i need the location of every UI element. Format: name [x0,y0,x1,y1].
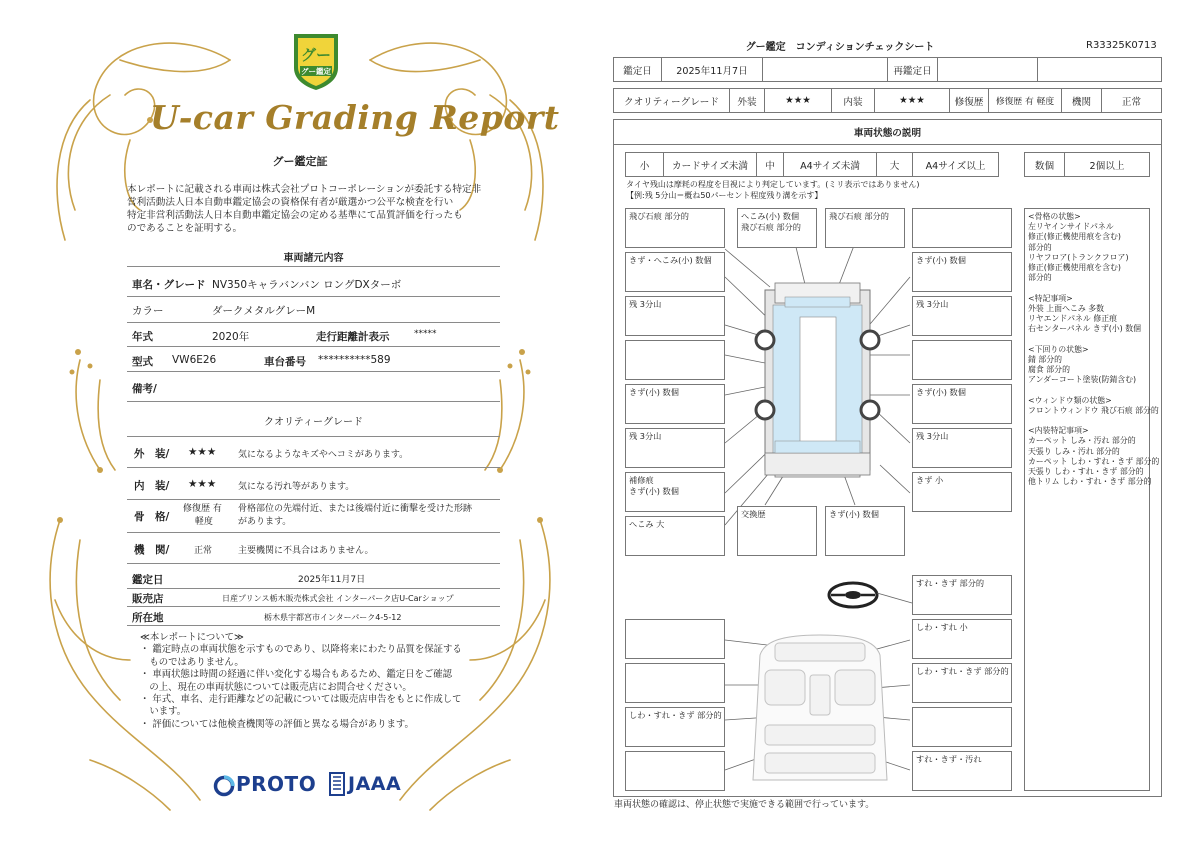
note-line: カーペット しみ・汚れ 部分的 [1028,436,1136,446]
note-line: <ウィンドウ類の状態> [1028,395,1112,405]
goo-kantei-badge-icon [288,30,344,92]
grade-engine-desc: 主要機関に不具合はありません。 [238,546,374,556]
note-line: 右センターパネル きず(小) 数個 [1028,324,1142,334]
model-code-value: VW6E26 [172,354,217,366]
exterior-box: へこみ 大 [625,516,725,556]
exterior-box: 残 3分山 [912,296,1012,336]
note-line: 腐食 部分的 [1028,365,1070,375]
quality-grade-label: クオリティーグレード [613,88,730,113]
grade-frame-value: 修復歴 有 軽度 [183,504,222,527]
note-line: 天張り しわ・すれ・きず 部分的 [1028,467,1144,477]
note-line: ものではありません。 [140,656,244,668]
divider [127,499,500,500]
note-line: フロントウィンドウ 飛び石痕 部分的 [1028,405,1159,415]
mileage-label: 走行距離計表示 [316,331,390,343]
interior-box: すれ・きず 部分的 [912,575,1012,615]
statement-line: 本レポートに記載される車両は株式会社プロトコーポレーションが委託する特定非 [127,184,482,195]
note-line: ・ 車両状態は時間の経過に伴い変化する場合もあるため、鑑定日をご確認 [140,669,452,681]
dealer-value: 日産プリンス栃木販売株式会社 インターパーク店U-Carショップ [222,594,454,603]
engine-value: 正常 [1101,88,1162,113]
reinspect-date-label: 再鑑定日 [887,57,938,82]
car-name-label: 車名・グレード [132,279,206,291]
divider [127,266,500,267]
exterior-box: 残 3分山 [912,428,1012,468]
divider [127,401,500,402]
special-notes [1028,212,1159,487]
address-value: 栃木県宇都宮市インターパーク4-5-12 [264,613,402,622]
address-label: 所在地 [132,612,164,624]
note-line: 左リヤインサイドパネル [1028,222,1114,232]
grade-interior-desc: 気になる汚れ等があります。 [238,482,355,492]
note-line: リヤエンドパネル 修正痕 [1028,314,1117,324]
tire-note-line: 【例:残 5分山＝概ね50パーセント程度残り溝を示す】 [626,190,823,200]
grade-exterior-label: 外 装/ [134,448,170,460]
exterior-stars: ★★★ [764,88,832,113]
exterior-label: 外装 [729,88,765,113]
statement-line: のであることを証明する。 [127,223,243,234]
note-line: 修正(修正機使用痕を含む) [1028,232,1121,242]
document-number: R33325K0713 [1086,40,1157,51]
engine-label: 機関 [1061,88,1102,113]
proto-logo-icon [213,775,235,797]
grade-exterior-desc: 気になるようなキズやヘコミがあります。 [238,450,409,460]
sheet-title: グー鑑定 コンディションチェックシート [745,42,935,53]
note-line: ・ 評価については他検査機関等の評価と異なる場合があります。 [140,718,414,730]
spec-heading: 車両諸元内容 [283,253,344,264]
grade-engine-label: 機 関/ [134,544,170,556]
interior-box [625,619,725,659]
color-value: ダークメタルグレーM [212,305,316,317]
exterior-box [912,208,1012,248]
note-line [1028,385,1159,395]
divider [127,436,500,437]
size-large-desc: A4サイズ以上 [912,152,999,177]
interior-label: 内装 [831,88,875,113]
interior-box: すれ・きず・汚れ [912,751,1012,791]
size-large-label: 大 [876,152,913,177]
grade-frame-label: 骨 格/ [134,511,170,523]
proto-logo-text: PROTO [236,772,317,796]
note-line: 天張り しみ・汚れ 部分的 [1028,446,1120,456]
divider [127,322,500,323]
note-line: 部分的 [1028,273,1052,283]
interior-box: しわ・すれ 小 [912,619,1012,659]
note-line: 他トリム しわ・すれ・きず 部分的 [1028,477,1152,487]
exterior-box: きず(小) 数個 [825,506,905,556]
divider [127,606,500,607]
note-line: 修正(修正機使用痕を含む) [1028,263,1121,273]
appraisal-date-label: 鑑定日 [132,574,164,586]
note-line: <特記事項> [1028,293,1073,303]
note-line: ≪本レポートについて≫ [140,632,244,643]
exterior-box: きず・へこみ(小) 数個 [625,252,725,292]
exterior-box [912,340,1012,380]
size-small-desc: カードサイズ未満 [663,152,757,177]
blank-cell [1037,57,1162,82]
exterior-box [625,340,725,380]
note-line: <下回りの状態> [1028,344,1089,354]
count-value: 2個以上 [1064,152,1150,177]
note-line: アンダーコート塗装(防錆含む) [1028,375,1137,385]
badge-label: グー鑑定 [301,67,331,76]
interior-box: しわ・すれ・きず 部分的 [912,663,1012,703]
grade-engine-value: 正常 [194,546,213,556]
tire-note-line: タイヤ残山は摩耗の程度を目視により判定しています。(ミリ表示ではありません) [626,180,920,189]
divider [127,467,500,468]
mileage-value: ***** [414,329,437,339]
divider [127,563,500,564]
year-value: 2020年 [212,331,250,343]
statement-line: 特定非営利活動法人日本自動車鑑定協会の定める基準にて品質評価を行ったも [127,210,463,221]
date-label: 鑑定日 [613,57,662,82]
divider [127,371,500,372]
chassis-value: **********589 [318,354,391,366]
exterior-box: 飛び石痕 部分的 [825,208,905,248]
exterior-box: きず(小) 数個 [912,252,1012,292]
count-label: 数個 [1024,152,1065,177]
divider [127,346,500,347]
blank-cell [762,57,888,82]
divider [127,625,500,626]
exterior-box: 残 3分山 [625,428,725,468]
note-line: の上、現在の車両状態については販売店にお問合せください。 [140,681,412,693]
grade-exterior-stars: ★★★ [188,446,217,458]
date-value: 2025年11月7日 [661,57,763,82]
note-line: <骨格の状態> [1028,212,1081,221]
grade-interior-label: 内 装/ [134,480,170,492]
exterior-box: きず(小) 数個 [625,384,725,424]
script-title: U-car Grading Report [150,98,560,137]
remarks-label: 備考/ [132,383,157,395]
exterior-box: 補修痕 きず(小) 数個 [625,472,725,512]
exterior-box: 飛び石痕 部分的 [625,208,725,248]
reinspect-date-value [937,57,1038,82]
jaaa-logo-text: JAAA [348,773,402,795]
statement-line: 営利活動法人日本自動車鑑定協会の資格保有者が厳選かつ公平な検査を行い [127,197,454,208]
certificate-statement [127,183,497,235]
report-notes [140,632,500,731]
interior-box [625,663,725,703]
interior-stars: ★★★ [874,88,950,113]
size-medium-label: 中 [756,152,784,177]
grade-frame-desc: 骨格部位の先端付近、または後端付近に衝撃を受けた形跡 があります。 [238,504,473,527]
note-line: ・ 年式、車名、走行距離などの記載については販売店申告をもとに作成して [140,694,462,706]
exterior-box: 交換歴 [737,506,817,556]
interior-box: しわ・すれ・きず 部分的 [625,707,725,747]
note-line: います。 [140,706,187,718]
exterior-box: 残 3分山 [625,296,725,336]
size-small-label: 小 [625,152,664,177]
jaaa-logo-icon [328,771,346,797]
note-line [1028,416,1159,426]
steering-wheel-icon [829,583,877,607]
interior-box [625,751,725,791]
quality-heading: クオリティーグレード [264,417,363,428]
color-label: カラー [132,305,164,317]
exterior-box: きず 小 [912,472,1012,512]
size-medium-desc: A4サイズ未満 [783,152,877,177]
footer-note: 車両状態の確認は、停止状態で実施できる範囲で行っています。 [614,800,875,810]
note-line: 外装 上面へこみ 多数 [1028,303,1105,313]
certificate-title: グー鑑定証 [272,155,328,168]
condition-heading: 車両状態の説明 [613,119,1162,145]
note-line [1028,283,1159,293]
note-line: カーペット しわ・すれ・きず 部分的 [1028,456,1160,466]
svg-text:グー: グー [300,46,332,64]
car-name-value: NV350キャラバンバン ロングDXターボ [212,279,402,291]
appraisal-date-value: 2025年11月7日 [298,575,366,585]
grade-interior-stars: ★★★ [188,478,217,490]
note-line: 錆 部分的 [1028,354,1063,364]
year-label: 年式 [132,331,153,343]
dealer-label: 販売店 [132,593,164,605]
interior-box [912,707,1012,747]
note-line: リヤフロア(トランクフロア) [1028,252,1129,262]
repair-history-label: 修復歴 [949,88,989,113]
exterior-box: きず(小) 数個 [912,384,1012,424]
note-line: ・ 鑑定時点の車両状態を示すものであり、以降将来にわたり品質を保証する [140,644,462,656]
note-line: 部分的 [1028,242,1052,252]
repair-history-value: 修復歴 有 軽度 [988,88,1062,113]
exterior-box: へこみ(小) 数個 飛び石痕 部分的 [737,208,817,248]
note-line [1028,334,1159,344]
divider [127,296,500,297]
model-code-label: 型式 [132,356,153,368]
note-line: <内装特記事項> [1028,426,1089,436]
tire-tread-note [626,180,919,201]
divider [127,588,500,589]
chassis-label: 車台番号 [264,356,306,368]
divider [127,532,500,533]
